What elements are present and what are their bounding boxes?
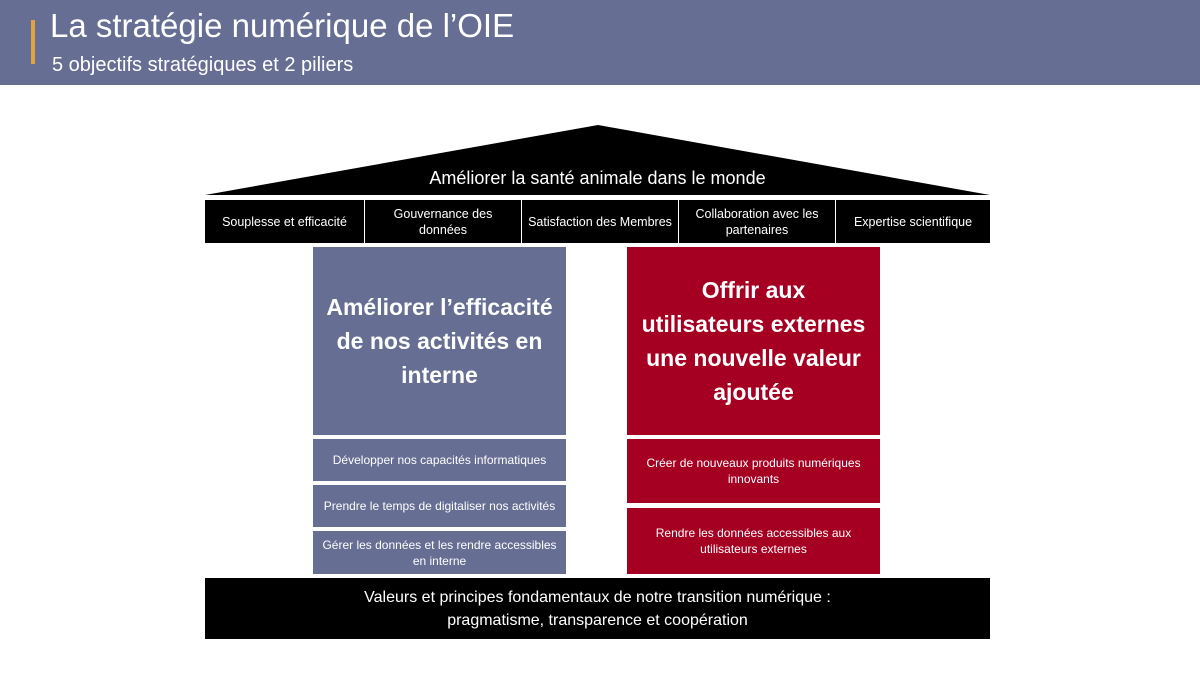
- foundation-line-2: pragmatisme, transparence et coopération: [447, 611, 748, 629]
- objective-souplesse: Souplesse et efficacité: [205, 200, 365, 243]
- foundation-line-1: Valeurs et principes fondamentaux de notre transition numérique :: [364, 588, 831, 606]
- roof-label: Améliorer la santé animale dans le monde: [429, 168, 766, 188]
- objective-gouvernance: Gouvernance des données: [365, 200, 522, 243]
- slide-header: [0, 0, 1200, 85]
- pillar-left-item: Développer nos capacités informatiques: [313, 439, 566, 481]
- pillar-right-title: Offrir aux utilisateurs externes une nouvelle valeur ajoutée: [627, 247, 880, 435]
- pillar-right-item: Rendre les données accessibles aux utilisateurs externes: [627, 508, 880, 574]
- objective-collaboration: Collaboration avec les partenaires: [679, 200, 836, 243]
- foundation-values: [205, 578, 990, 639]
- slide-title: La stratégie numérique de l’OIE: [50, 7, 515, 44]
- pillar-right-item: Créer de nouveaux produits numériques innovants: [627, 439, 880, 503]
- slide-subtitle: 5 objectifs stratégiques et 2 piliers: [52, 54, 354, 76]
- strategic-objectives-bar: [205, 200, 990, 243]
- pillar-left-item: Prendre le temps de digitaliser nos activités: [313, 485, 566, 527]
- objective-expertise: Expertise scientifique: [853, 214, 973, 229]
- pillar-left-item: Gérer les données et les rendre accessibles en interne: [313, 531, 566, 574]
- pillar-left-title: Améliorer l’efficacité de nos activités en interne: [313, 247, 566, 435]
- title-accent-bar: [31, 20, 35, 64]
- objective-satisfaction: Satisfaction des Membres: [522, 200, 679, 243]
